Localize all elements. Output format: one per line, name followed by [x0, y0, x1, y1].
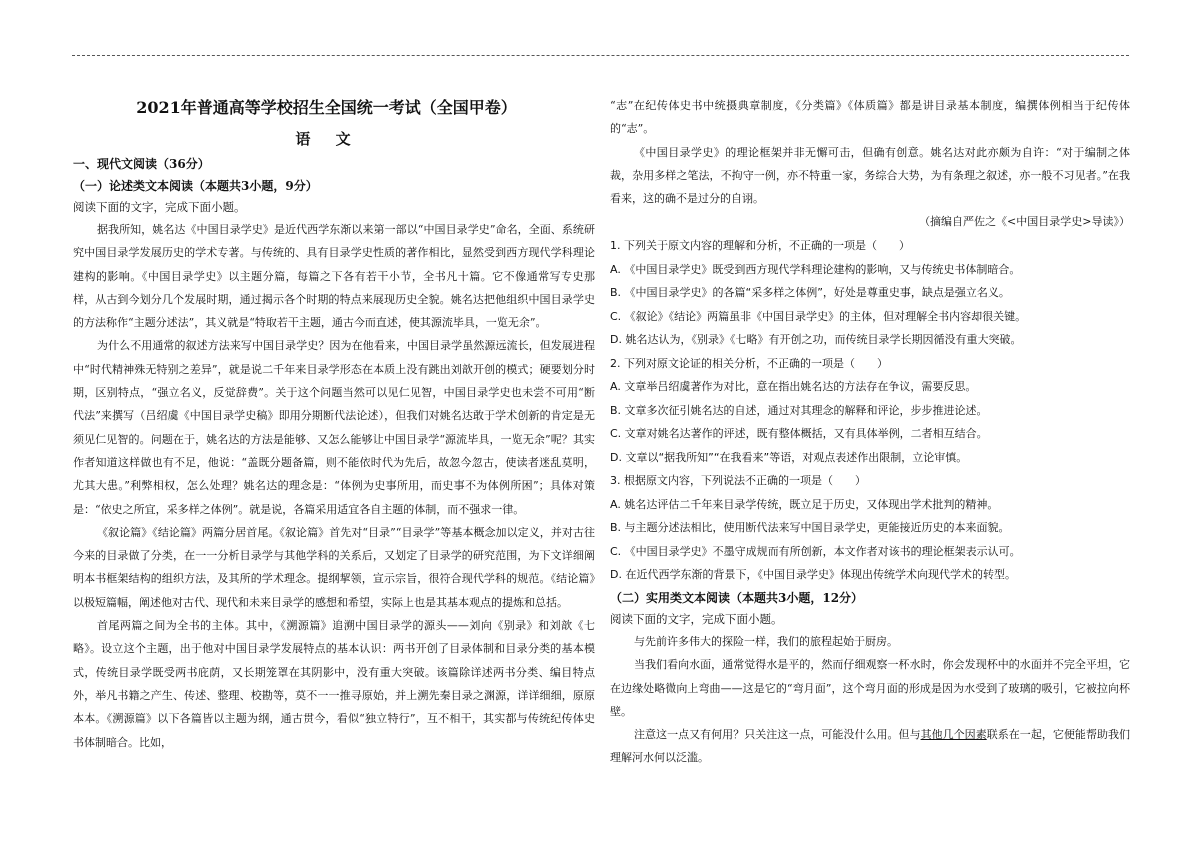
option-d: D. 在近代西学东渐的背景下，《中国目录学史》体现出传统学术向现代学术的转型。	[610, 568, 1016, 582]
left-column	[73, 94, 595, 754]
section-heading: 一、现代文阅读（36分）	[73, 157, 210, 171]
option-d: D. 文章以“据我所知”“在我看来”等语，对观点表述作出限制，立论审慎。	[610, 450, 968, 464]
text-run: 注意这一点又有何用？只关注这一点，可能没什么用。但与	[634, 728, 921, 742]
part2-instruction: 阅读下面的文字，完成下面小题。	[610, 611, 783, 626]
source-citation: （摘编自严佐之《<中国目录学史>导读》）	[919, 215, 1130, 229]
option-c: C. 《叙论》《结论》两篇虽非《中国目录学史》的主体，但对理解全书内容却很关键。	[610, 309, 1027, 323]
part1-heading: （一）论述类文本阅读（本题共3小题，9分）	[73, 179, 318, 193]
passage-paragraph: 当我们看向水面，通常觉得水是平的，然而仔细观察一杯水时，你会发现杯中的水面并不完全平坦，它在边缘处略微向上弯曲——这是它的“弯月面”，这个弯月面的形成是因为水受到了玻璃的吸引，它被拉向杯壁。	[610, 658, 1130, 718]
header-dashed-rule	[72, 55, 1129, 56]
text-run: 联系在一起，它便能帮助我们理解河水何以泛滥。	[610, 728, 1131, 765]
passage-paragraph	[610, 723, 1130, 770]
passage-paragraph: 《中国目录学史》的理论框架并非无懈可击，但确有创意。姚名达对此亦颇为自许：“对于编制之体裁，杂用多样之笔法，不拘守一例，亦不特重一家，务综合大势，为有条理之叙述，亦一般不习见者。”在我看来，这的确不是过分的自诩。	[610, 145, 1130, 206]
passage-paragraph: 《叙论篇》《结论篇》两篇分居首尾。《叙论篇》首先对“目录”“目录学”等基本概念加以定义，并对古往今来的目录做了分类，在一一分析目录学与其他学科的关系后，又划定了目录学的研究范围，为下文详细阐明本书框架结构的组织方法，及其所的学术理念。提纲挈领，宣示宗旨，很符合现代学科的规范。《结论篇》以极短篇幅，阐述他对古代、现代和未来目录学的感想和希望，实际上也是其基本观点的提炼和总括。	[73, 525, 595, 609]
question-stem: 2. 下列对原文论证的相关分析，不正确的一项是（ ）	[610, 356, 888, 370]
option-b: B. 《中国目录学史》的各篇“采多样之体例”，好处是尊重史事，缺点是强立名义。	[610, 286, 1010, 300]
option-b: B. 文章多次征引姚名达的自述，通过对其理念的解释和评论，步步推进论述。	[610, 403, 988, 417]
passage-paragraph: 首尾两篇之间为全书的主体。其中，《溯源篇》追溯中国目录学的源头——刘向《别录》和刘歆《七略》。设立这个主题，出于他对中国目录学发展特点的基本认识：两书开创了目录体制和目录分类的基本模式，传统目录学既受两书庇荫，又长期笼罩在其阴影中，没有重大突破。该篇除详述两书分类、编目特点外，举凡书籍之产生、传述、整理、校勘等，莫不一一推寻原始，并上溯先秦目录之渊源，详详细细，原原本本。《溯源篇》以下各篇皆以主题为纲，通古贯今，看似“独立特行”，互不相干，其实都与传统纪传体史书体制暗合。比如，	[73, 619, 595, 749]
underlined-phrase: 其他几个因素	[920, 728, 987, 742]
subject-title: 语 文	[295, 130, 361, 148]
question-stem: 1. 下列关于原文内容的理解和分析，不正确的一项是（ ）	[610, 239, 910, 253]
passage-paragraph: 与先前许多伟大的探险一样，我们的旅程起始于厨房。	[634, 634, 898, 648]
right-column	[610, 94, 1130, 770]
exam-title: 2021年普通高等学校招生全国统一考试（全国甲卷）	[136, 98, 517, 117]
option-a: A. 《中国目录学史》既受到西方现代学科理论建构的影响，又与传统史书体制暗合。	[610, 262, 1021, 276]
passage-paragraph: 据我所知，姚名达《中国目录学史》是近代西学东渐以来第一部以“中国目录学史”命名，全面、系统研究中国目录学发展历史的学术专著。与传统的、具有目录学史性质的著作相比，显然受到西方现代学科理论建构的影响。《中国目录学史》以主题分篇，每篇之下各有若干小节，全书凡十篇。它不像通常写专史那样，从古到今划分几个发展时期，通过揭示各个时期的特点来展现历史全貌。姚名达把他组织中国目录学史的方法称作“主题分述法”，其义就是“特取若干主题，通古今而直述，使其源流毕具，一览无余”。	[73, 223, 595, 330]
part2-heading: （二）实用类文本阅读（本题共3小题，12分）	[610, 590, 864, 605]
question-stem: 3. 根据原文内容，下列说法不正确的一项是（ ）	[610, 474, 866, 488]
option-b: B. 与主题分述法相比，使用断代法来写中国目录学史，更能接近历史的本来面貌。	[610, 521, 1010, 535]
option-a: A. 姚名达评估二千年来目录学传统，既立足于历史，又体现出学术批判的精神。	[610, 497, 999, 511]
option-a: A. 文章举吕绍虞著作为对比，意在指出姚名达的方法存在争议，需要反思。	[610, 380, 977, 394]
passage-paragraph-continued: “志”在纪传体史书中统摄典章制度，《分类篇》《体质篇》都是讲目录基本制度，编撰体例相当于纪传体的“志”。	[610, 99, 1130, 136]
part1-instruction: 阅读下面的文字，完成下面小题。	[73, 200, 246, 214]
passage-paragraph: 为什么不用通常的叙述方法来写中国目录学史？因为在他看来，中国目录学虽然源远流长，但发展进程中“时代精神殊无特别之差异”，就是说二千年来目录学形态在本质上没有跳出刘歆开创的模式；硬要划分时期，区别特点，“强立名义，反觉辞费”。关于这个问题当然可以见仁见智，中国目录学史也未尝不可用“断代法”来撰写（吕绍虞《中国目录学史稿》即用分期断代法论述），但我们对姚名达敢于学术创新的肯定是无须见仁见智的。问题在于，姚名达的方法是能够、又怎么能够让中国目录学“源流毕具，一览无余”呢？其实作者知道这样做也有不足，他说：“盖既分题备篇，则不能依时代为先后，故忽今忽古，使读者迷乱莫明，尤其大患。”利弊相权，怎么处理？姚名达的理念是：“体例为史事所用，而史事不为体例所困”；具体对策是：“依史之所宜，采多样之体例”。就是说，各篇采用适宜各自主题的体制，而不强求一律。	[73, 339, 595, 516]
option-d: D. 姚名达认为，《别录》《七略》有开创之功，而传统目录学长期因循没有重大突破。	[610, 333, 1022, 347]
option-c: C. 《中国目录学史》不墨守成规而有所创新，本文作者对该书的理论框架表示认可。	[610, 544, 1021, 558]
option-c: C. 文章对姚名达著作的评述，既有整体概括，又有具体举例，二者相互结合。	[610, 427, 988, 441]
